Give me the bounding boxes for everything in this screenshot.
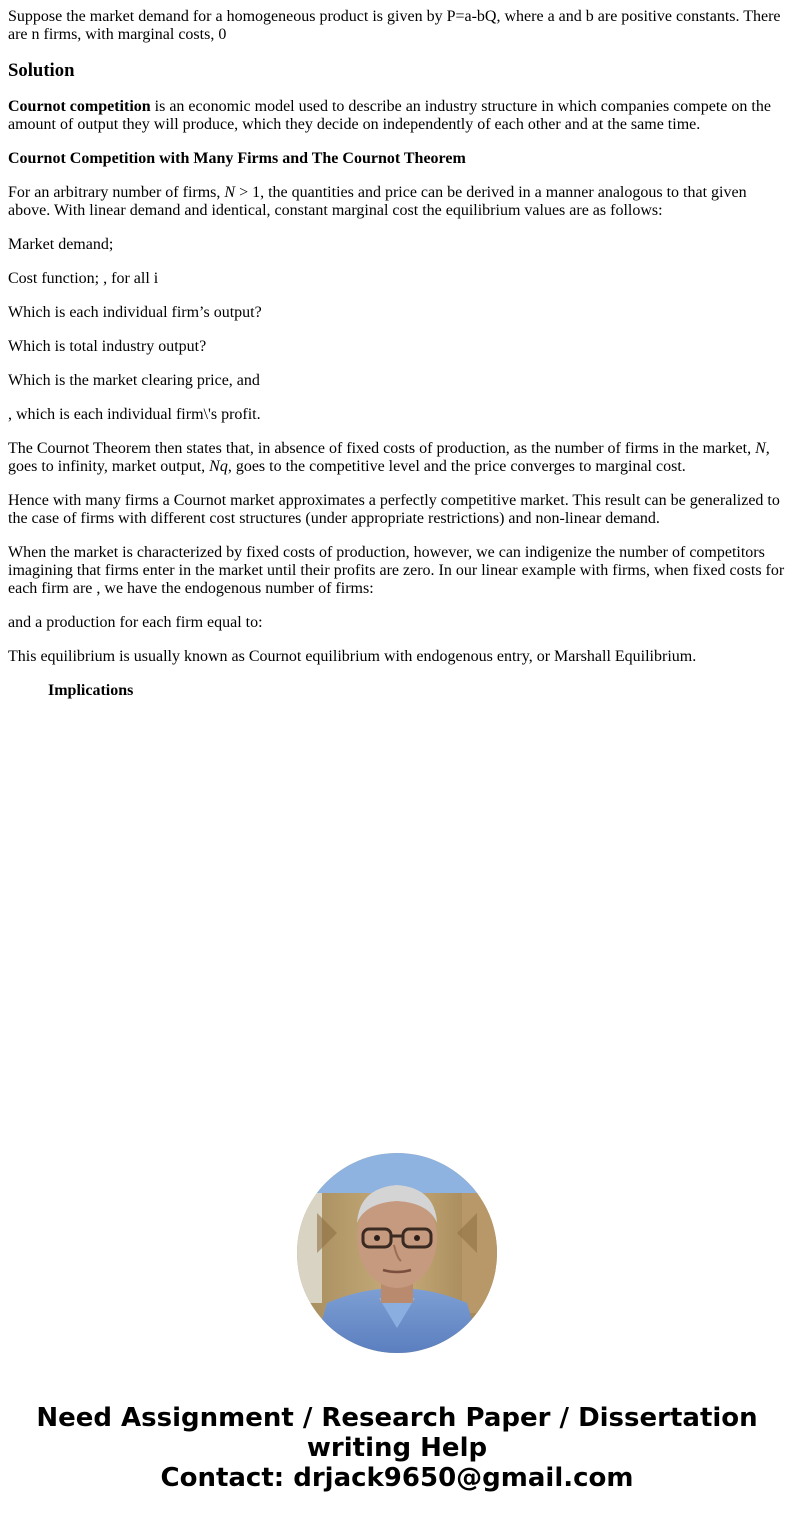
hence-paragraph: Hence with many firms a Cournot market approximates a perfectly competitive market. This result can be generalized to the case of firms with different cost structures (under appropriate restrictions) and non-linear demand. [8, 492, 780, 527]
arbitrary-text-a: For an arbitrary number of firms, [8, 184, 225, 201]
list-line: Which is total industry output? [8, 338, 207, 355]
fixed-costs-paragraph: When the market is characterized by fixed costs of production, however, we can indigenize the number of competitors imagining that firms enter in the market until their profits are zero. In our linear example with firms, when fixed costs for each firm are , we have the endogenous number of firms: [8, 544, 785, 597]
footer-line: Need Assignment / Research Paper / Dissertation [36, 1403, 758, 1433]
list-line: Which is the market clearing price, and [8, 372, 260, 389]
arbitrary-text-b: > 1, the quantities and price can be derived in a manner analogous to that given above. With linear demand and identical, constant marginal cost the equilibrium values are as follows: [8, 184, 747, 219]
theorem-text-b: , goes to infinity, market output, [8, 440, 770, 475]
tutor-avatar [297, 1153, 497, 1353]
list-line: Which is each individual firm’s output? [8, 304, 262, 321]
list-line: Cost function; , for all i [8, 270, 159, 287]
theorem-var-nq: Nq [209, 458, 228, 475]
intro-paragraph [8, 98, 786, 134]
production-paragraph: and a production for each firm equal to: [8, 614, 263, 631]
theorem-text-a: The Cournot Theorem then states that, in absence of fixed costs of production, as the number of firms in the market, [8, 440, 756, 457]
list-line: , which is each individual firm\'s profit. [8, 406, 261, 423]
solution-heading: Solution [8, 60, 75, 81]
theorem-text-c: , goes to the competitive level and the price converges to marginal cost. [227, 458, 686, 475]
list-line: Market demand; [8, 236, 114, 253]
tutor-portrait-icon [297, 1153, 497, 1353]
intro-term: Cournot competition [8, 98, 151, 115]
theorem-paragraph [8, 440, 786, 476]
implications-heading: Implications [48, 682, 134, 699]
section-heading: Cournot Competition with Many Firms and The Cournot Theorem [8, 150, 466, 167]
question-text: Suppose the market demand for a homogeneous product is given by P=a-bQ, where a and b are positive constants. There are n firms, with marginal costs, 0 [8, 8, 781, 43]
footer-contact: Contact: drjack9650@gmail.com [160, 1463, 634, 1493]
footer-line: writing Help [306, 1433, 488, 1463]
arbitrary-var-n: N [224, 184, 236, 201]
intro-text: is an economic model used to describe an industry structure in which companies compete on the amount of output they will produce, which they decide on independently of each other and at the same time. [8, 98, 771, 133]
equilibrium-paragraph: This equilibrium is usually known as Cournot equilibrium with endogenous entry, or Marshall Equilibrium. [8, 648, 697, 665]
solution-document [8, 8, 786, 716]
footer-ad [0, 1403, 794, 1493]
arbitrary-firms-paragraph [8, 184, 786, 220]
theorem-var-n: N [755, 440, 766, 457]
